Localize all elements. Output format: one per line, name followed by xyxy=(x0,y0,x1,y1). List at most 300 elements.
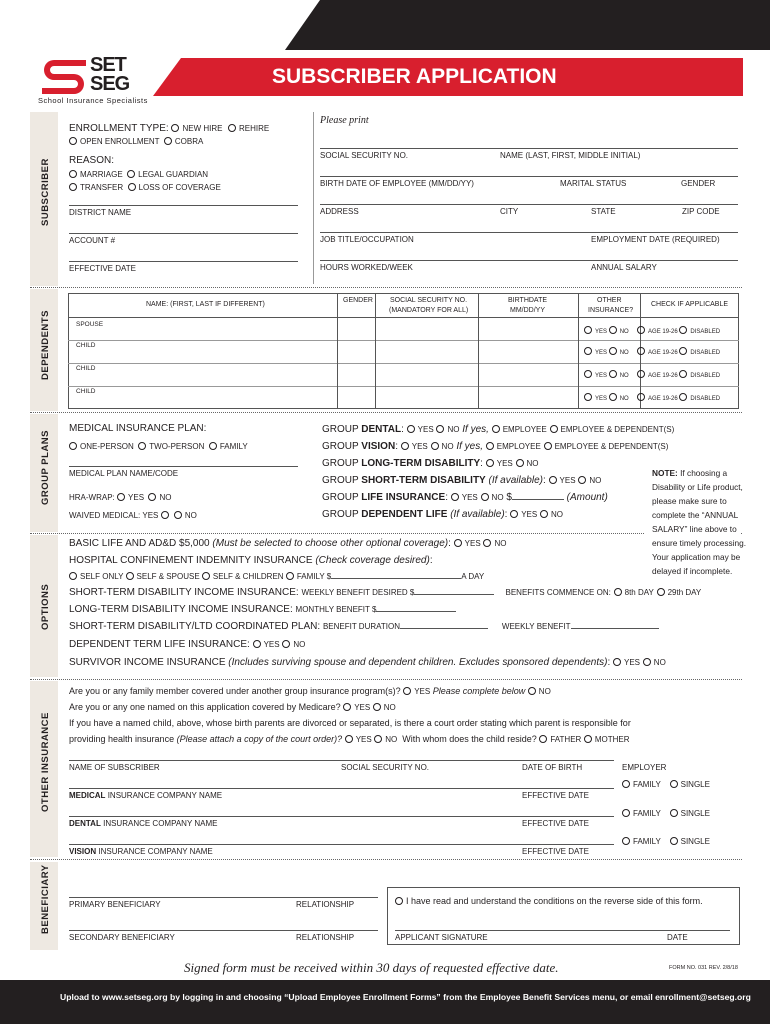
q1-please: Please complete below xyxy=(432,686,526,696)
vision-bold: VISION xyxy=(69,847,97,856)
vision-no-radio[interactable] xyxy=(431,442,439,450)
city-label: CITY xyxy=(500,207,519,216)
no-label: NO xyxy=(383,703,396,712)
beneficiary-label: BENEFICIARY xyxy=(40,864,51,934)
disabled-checkbox[interactable] xyxy=(679,393,687,401)
no-label: NO xyxy=(491,493,504,502)
address-label: ADDRESS xyxy=(320,207,359,216)
other-ins-no-radio[interactable] xyxy=(609,347,617,355)
family-label: FAMILY xyxy=(633,780,661,789)
col-ssn: SOCIAL SECURITY NO. xyxy=(390,297,468,304)
vision-company-label xyxy=(69,848,213,856)
yes-label: YES xyxy=(595,329,608,335)
survivor-no-radio[interactable] xyxy=(643,658,651,666)
q2-text: Are you or any one named on this application covered by Medicare? xyxy=(69,702,341,712)
benefits-commence-label: BENEFITS COMMENCE ON: xyxy=(505,588,611,597)
medical-plan-options xyxy=(69,442,248,451)
other-ins-yes-radio[interactable] xyxy=(584,326,592,334)
group-plans-label: GROUP PLANS xyxy=(40,429,51,505)
col-birthdate-format: MM/DD/YY xyxy=(510,307,545,314)
disabled-checkbox[interactable] xyxy=(679,326,687,334)
family-label: FAMILY xyxy=(633,837,661,846)
no-label: NO xyxy=(619,350,629,356)
hospital-note: (Check coverage desired) xyxy=(315,555,430,566)
weekly-benefit-coord-field[interactable] xyxy=(571,628,659,629)
agree-text: I have read and understand the conditions on the reverse side of this form. xyxy=(406,896,703,906)
waived-yes-radio[interactable] xyxy=(161,511,169,519)
yes-label: YES xyxy=(263,640,280,649)
hra-yes-radio[interactable] xyxy=(117,493,125,501)
rehire-radio[interactable] xyxy=(228,124,236,132)
dep-row-options xyxy=(584,393,720,402)
enrollment-type-label xyxy=(69,124,269,134)
other-ins-yes-radio[interactable] xyxy=(584,347,592,355)
enrollment-type-text: ENROLLMENT TYPE: xyxy=(69,123,169,134)
vertical-divider xyxy=(313,112,314,284)
no-label: NO xyxy=(526,459,539,468)
upload-instructions: Upload to www.setseg.org by logging in and choosing “Upload Employee Enrollment Forms” from the Employee Benefit Services menu, or email enrollment@setseg.org xyxy=(60,992,751,1002)
note-label: NOTE: xyxy=(652,468,678,478)
cobra-label: COBRA xyxy=(174,137,204,146)
name-subscriber-label: NAME OF SUBSCRIBER xyxy=(69,763,160,772)
col-other: OTHER xyxy=(597,297,622,304)
age-label: AGE 19-26 xyxy=(648,396,678,402)
if-available: (If available) xyxy=(450,509,505,520)
other-ins-no-radio[interactable] xyxy=(609,393,617,401)
no-label: NO xyxy=(293,640,306,649)
dental-word: DENTAL xyxy=(361,424,402,435)
dep-row-options xyxy=(584,347,720,356)
ltd-label: LONG-TERM DISABILITY INCOME INSURANCE: xyxy=(69,604,293,615)
benefit-duration-field[interactable] xyxy=(400,628,488,629)
group-ltd-row: GROUP LONG-TERM DISABILITY: YES NO xyxy=(322,458,539,469)
gender-label: GENDER xyxy=(681,179,716,188)
group-word: GROUP xyxy=(322,424,359,435)
marital-status-label: MARITAL STATUS xyxy=(560,179,627,188)
other-ins-yes-radio[interactable] xyxy=(584,393,592,401)
no-label: NO xyxy=(619,329,629,335)
benefit-duration-label: BENEFIT DURATION xyxy=(322,622,400,631)
group-word: GROUP xyxy=(322,475,359,486)
col-check: CHECK IF APPLICABLE xyxy=(651,301,729,308)
divider xyxy=(30,533,742,534)
q1-text: Are you or any family member covered under another group insurance program(s)? xyxy=(69,686,401,696)
q3b-text: providing health insurance xyxy=(69,734,175,744)
self-spouse-radio[interactable] xyxy=(126,572,134,580)
col-other-insurance: INSURANCE? xyxy=(588,307,634,314)
medical-bold: MEDICAL xyxy=(69,791,106,800)
twenty-ninth-day-label: 29th DAY xyxy=(667,588,702,597)
weekly-benefit-desired-label: WEEKLY BENEFIT DESIRED $ xyxy=(301,588,415,597)
dental-single-radio[interactable] xyxy=(670,837,678,845)
no-label: NO xyxy=(619,396,629,402)
no-label: NO xyxy=(441,442,454,451)
yes-label: YES xyxy=(464,539,481,548)
family-hospital-radio[interactable] xyxy=(286,572,294,580)
divider xyxy=(30,859,742,860)
disabled-label: DISABLED xyxy=(690,329,721,335)
plan-name-label: MEDICAL PLAN NAME/CODE xyxy=(69,469,179,478)
reason-label: REASON: xyxy=(69,155,115,166)
eighth-day-label: 8th DAY xyxy=(624,588,654,597)
family-label: FAMILY xyxy=(219,442,248,451)
dep-row-options xyxy=(584,326,720,335)
no-label: NO xyxy=(589,476,602,485)
q1-row xyxy=(69,687,551,696)
self-children-radio[interactable] xyxy=(202,572,210,580)
waived-label: WAIVED MEDICAL: xyxy=(69,511,141,520)
no-label: NO xyxy=(159,493,172,502)
signed-note: Signed form must be received within 30 days of requested effective date. xyxy=(184,960,559,975)
ltd-yes-radio[interactable] xyxy=(486,459,494,467)
waived-row xyxy=(69,511,197,520)
weekly-benefit-label: WEEKLY BENEFIT xyxy=(501,622,571,631)
primary-beneficiary-label: PRIMARY BENEFICIARY xyxy=(69,900,161,909)
employment-date-label: EMPLOYMENT DATE (REQUIRED) xyxy=(591,235,720,244)
mother-label: MOTHER xyxy=(594,735,630,744)
state-label: STATE xyxy=(591,207,616,216)
agreement-row xyxy=(395,897,703,906)
note-line: complete the “ANNUAL xyxy=(652,510,739,520)
no-label: NO xyxy=(619,373,629,379)
note-line: If choosing a xyxy=(680,468,728,478)
other-insurance-label: OTHER INSURANCE xyxy=(40,712,51,812)
q1-yes-radio[interactable] xyxy=(403,687,411,695)
other-ins-no-radio[interactable] xyxy=(609,370,617,378)
company-name-label: INSURANCE COMPANY NAME xyxy=(103,819,218,828)
medical-single-radio[interactable] xyxy=(670,809,678,817)
disabled-label: DISABLED xyxy=(690,350,721,356)
note-line: Your application may be xyxy=(652,552,741,562)
if-available: (If available) xyxy=(488,475,543,486)
employee-dep-label: EMPLOYEE & DEPENDENT(S) xyxy=(560,425,675,434)
col-birthdate: BIRTHDATE xyxy=(508,297,548,304)
yes-label: YES xyxy=(417,425,434,434)
yes-label: YES xyxy=(142,511,159,520)
q2-yes-radio[interactable] xyxy=(343,703,351,711)
please-print-text: Please print xyxy=(320,115,369,126)
vision-yes-radio[interactable] xyxy=(401,442,409,450)
age-checkbox[interactable] xyxy=(637,370,645,378)
form-number: FORM NO. 031 REV. 2/8/18 xyxy=(669,965,738,971)
hospital-row: HOSPITAL CONFINEMENT INDEMNITY INSURANCE (Check coverage desired): xyxy=(69,555,433,566)
yes-label: YES xyxy=(354,703,371,712)
agree-checkbox[interactable] xyxy=(395,897,403,905)
vision-employee-radio[interactable] xyxy=(486,442,494,450)
single-label: SINGLE xyxy=(680,780,710,789)
transfer-label: TRANSFER xyxy=(80,183,124,192)
basic-life-note: (Must be selected to choose other optional coverage) xyxy=(212,538,449,549)
primary-relationship-label: RELATIONSHIP xyxy=(296,900,355,909)
age-checkbox[interactable] xyxy=(637,393,645,401)
yes-label: YES xyxy=(559,476,576,485)
transfer-radio[interactable] xyxy=(69,183,77,191)
self-only-label: SELF ONLY xyxy=(80,572,124,581)
age-label: AGE 19-26 xyxy=(648,373,678,379)
dollar-sign: $ xyxy=(506,492,512,503)
col-name: NAME: (FIRST, LAST IF DIFFERENT) xyxy=(146,301,265,308)
marriage-radio[interactable] xyxy=(69,170,77,178)
employee-dep-label: EMPLOYEE & DEPENDENT(S) xyxy=(554,442,669,451)
yes-label: YES xyxy=(128,493,145,502)
dep-row-child-3: CHILD xyxy=(76,388,96,395)
self-spouse-label: SELF & SPOUSE xyxy=(136,572,200,581)
std-label: SHORT-TERM DISABILITY INCOME INSURANCE: xyxy=(69,587,299,598)
q1-no-radio[interactable] xyxy=(528,687,536,695)
logo-tagline: School Insurance Specialists xyxy=(38,96,148,105)
dental-eff-date: EFFECTIVE DATE xyxy=(522,819,589,828)
please-print xyxy=(320,116,369,126)
dental-yes-radio[interactable] xyxy=(407,425,415,433)
birth-date-label: BIRTH DATE OF EMPLOYEE (MM/DD/YY) xyxy=(320,179,474,188)
mother-radio[interactable] xyxy=(584,735,592,743)
other-ins-no-radio[interactable] xyxy=(609,326,617,334)
setseg-logo xyxy=(38,54,148,98)
employee-label: EMPLOYEE xyxy=(496,442,541,451)
life-word: LIFE INSURANCE xyxy=(361,492,446,503)
dep-term-yes-radio[interactable] xyxy=(253,640,261,648)
group-life-row: GROUP LIFE INSURANCE: YES NO $ (Amount) xyxy=(322,492,608,503)
hours-label: HOURS WORKED/WEEK xyxy=(320,263,413,272)
zip-label: ZIP CODE xyxy=(682,207,720,216)
dep-row-spouse: SPOUSE xyxy=(76,321,104,328)
family-label: FAMILY xyxy=(633,809,661,818)
eighth-day-radio[interactable] xyxy=(614,588,622,596)
ssn-label: SOCIAL SECURITY NO. xyxy=(320,151,409,160)
amount-label: (Amount) xyxy=(566,492,608,503)
age-checkbox[interactable] xyxy=(637,347,645,355)
q3-no-radio[interactable] xyxy=(374,735,382,743)
std-ltd-label: SHORT-TERM DISABILITY/LTD COORDINATED PLAN: xyxy=(69,621,321,632)
life-yes-radio[interactable] xyxy=(451,493,459,501)
disabled-checkbox[interactable] xyxy=(679,347,687,355)
reason-row-1 xyxy=(69,170,208,179)
vision-word: VISION xyxy=(361,441,396,452)
no-label: NO xyxy=(538,687,551,696)
employer-single-radio[interactable] xyxy=(670,780,678,788)
yes-label: YES xyxy=(595,373,608,379)
group-vision-row: GROUP VISION: YES NO If yes, EMPLOYEE EMPLOYEE & DEPENDENT(S) xyxy=(322,441,669,452)
other-ins-yes-radio[interactable] xyxy=(584,370,592,378)
medical-plan-label: MEDICAL INSURANCE PLAN: xyxy=(69,423,207,434)
q2-no-radio[interactable] xyxy=(373,703,381,711)
a-day-label: A DAY xyxy=(461,572,485,581)
hra-wrap-row xyxy=(69,493,171,502)
if-yes-text: If yes, xyxy=(456,441,484,452)
one-person-label: ONE-PERSON xyxy=(80,442,134,451)
employee-label: EMPLOYEE xyxy=(502,425,547,434)
dental-no-radio[interactable] xyxy=(436,425,444,433)
cobra-radio[interactable] xyxy=(164,137,172,145)
q2-row xyxy=(69,703,396,712)
open-enrollment-radio[interactable] xyxy=(69,137,77,145)
survivor-yes-radio[interactable] xyxy=(613,658,621,666)
dental-bold: DENTAL xyxy=(69,819,101,828)
dep-row-child-2: CHILD xyxy=(76,365,96,372)
basic-life-label: BASIC LIFE AND AD&D $5,000 xyxy=(69,538,210,549)
rehire-label: REHIRE xyxy=(239,124,270,133)
annual-salary-label: ANNUAL SALARY xyxy=(591,263,657,272)
legal-guardian-label: LEGAL GUARDIAN xyxy=(138,170,209,179)
yes-label: YES xyxy=(521,510,538,519)
logo-set: SET xyxy=(90,54,126,76)
hospital-label: HOSPITAL CONFINEMENT INDEMNITY INSURANCE xyxy=(69,555,313,566)
dental-employee-dep-radio[interactable] xyxy=(550,425,558,433)
employer-family-radio[interactable] xyxy=(622,780,630,788)
note-line: please make sure to xyxy=(652,496,727,506)
dep-term-life-row xyxy=(69,640,305,650)
options-label: OPTIONS xyxy=(40,583,51,630)
medical-company-label xyxy=(69,792,222,800)
dep-life-yes-radio[interactable] xyxy=(510,510,518,518)
ltd-no-radio[interactable] xyxy=(516,459,524,467)
dependents-label: DEPENDENTS xyxy=(40,310,51,380)
employer-options xyxy=(622,780,710,789)
group-std-row: GROUP SHORT-TERM DISABILITY (If available): YES NO xyxy=(322,475,602,486)
loss-of-coverage-label: LOSS OF COVERAGE xyxy=(138,183,221,192)
yes-label: YES xyxy=(461,493,478,502)
one-person-radio[interactable] xyxy=(69,442,77,450)
dep-term-life-label: DEPENDENT TERM LIFE INSURANCE: xyxy=(69,639,250,650)
weekly-benefit-field[interactable] xyxy=(414,594,494,595)
divider xyxy=(30,412,742,413)
two-person-radio[interactable] xyxy=(138,442,146,450)
father-radio[interactable] xyxy=(539,735,547,743)
oi-dob-label: DATE OF BIRTH xyxy=(522,763,583,772)
medical-eff-date: EFFECTIVE DATE xyxy=(522,791,589,800)
single-label: SINGLE xyxy=(680,837,710,846)
survivor-note: (Includes surviving spouse and dependent children. Excludes sponsored dependents) xyxy=(228,657,608,668)
effective-date-label: EFFECTIVE DATE xyxy=(69,264,136,273)
disabled-label: DISABLED xyxy=(690,373,721,379)
waived-no-radio[interactable] xyxy=(174,511,182,519)
note-text xyxy=(652,466,746,578)
life-no-radio[interactable] xyxy=(481,493,489,501)
dental-employee-radio[interactable] xyxy=(492,425,500,433)
col-ssn-mandatory: (MANDATORY FOR ALL) xyxy=(389,307,469,314)
yes-label: YES xyxy=(595,396,608,402)
basic-life-yes-radio[interactable] xyxy=(454,539,462,547)
loss-of-coverage-radio[interactable] xyxy=(128,183,136,191)
medical-family-radio[interactable] xyxy=(622,809,630,817)
age-checkbox[interactable] xyxy=(637,326,645,334)
std-row xyxy=(69,588,701,598)
monthly-benefit-label: MONTHLY BENEFIT $ xyxy=(295,605,377,614)
no-label: NO xyxy=(653,658,666,667)
if-yes-text: If yes, xyxy=(462,424,489,435)
hospital-amount-field[interactable] xyxy=(331,578,461,579)
legal-guardian-radio[interactable] xyxy=(127,170,135,178)
logo-seg: SEG xyxy=(90,73,130,95)
group-dep-life-row: GROUP DEPENDENT LIFE (If available): YES NO xyxy=(322,509,564,520)
survivor-row: SURVIVOR INCOME INSURANCE (Includes surviving spouse and dependent children. Excludes sponsored dependents): YES NO xyxy=(69,657,666,668)
q3-line-1: If you have a named child, above, whose birth parents are divorced or separated, is there a court order stating which parent is responsible for xyxy=(69,718,631,728)
yes-label: YES xyxy=(595,350,608,356)
divider xyxy=(30,679,742,680)
group-word: GROUP xyxy=(322,509,359,520)
footer-bar xyxy=(0,980,770,1024)
top-black-banner xyxy=(0,0,770,50)
q3-line-2 xyxy=(69,735,630,744)
company-name-label: INSURANCE COMPANY NAME xyxy=(98,847,213,856)
hra-wrap-label: HRA-WRAP: xyxy=(69,493,115,502)
subscriber-label: SUBSCRIBER xyxy=(40,158,51,226)
open-enrollment-label: OPEN ENROLLMENT xyxy=(80,137,160,146)
survivor-label: SURVIVOR INCOME INSURANCE xyxy=(69,657,226,668)
self-only-radio[interactable] xyxy=(69,572,77,580)
single-label: SINGLE xyxy=(680,809,710,818)
sig-date-label: DATE xyxy=(667,933,688,942)
no-label: NO xyxy=(494,539,507,548)
divider xyxy=(30,287,742,288)
std-word: SHORT-TERM DISABILITY xyxy=(361,475,486,486)
secondary-relationship-label: RELATIONSHIP xyxy=(296,933,355,942)
col-gender: GENDER xyxy=(343,297,373,304)
note-line: Disability or Life product, xyxy=(652,482,743,492)
q3c-text: With whom does the child reside? xyxy=(402,734,537,744)
dep-row-child-1: CHILD xyxy=(76,342,96,349)
dental-family-radio[interactable] xyxy=(622,837,630,845)
disabled-checkbox[interactable] xyxy=(679,370,687,378)
page-title: SUBSCRIBER APPLICATION xyxy=(272,65,557,88)
group-word: GROUP xyxy=(322,458,359,469)
age-label: AGE 19-26 xyxy=(648,329,678,335)
q3b-note: (Please attach a copy of the court order)? xyxy=(176,734,343,744)
marriage-label: MARRIAGE xyxy=(80,170,123,179)
basic-life-row: BASIC LIFE AND AD&D $5,000 (Must be selected to choose other optional coverage): YES NO xyxy=(69,538,507,549)
basic-life-no-radio[interactable] xyxy=(483,539,491,547)
monthly-benefit-field[interactable] xyxy=(376,611,456,612)
self-children-label: SELF & CHILDREN xyxy=(212,572,284,581)
new-hire-radio[interactable] xyxy=(171,124,179,132)
std-yes-radio[interactable] xyxy=(549,476,557,484)
reason-row-2 xyxy=(69,183,221,192)
district-name-label: DISTRICT NAME xyxy=(69,208,132,217)
twenty-ninth-day-radio[interactable] xyxy=(657,588,665,596)
dep-row-options xyxy=(584,370,720,379)
oi-employer-label: EMPLOYER xyxy=(622,763,667,772)
hra-no-radio[interactable] xyxy=(148,493,156,501)
medical-options xyxy=(622,809,710,818)
no-label: NO xyxy=(385,735,398,744)
yes-label: YES xyxy=(624,658,641,667)
new-hire-label: NEW HIRE xyxy=(182,124,223,133)
secondary-beneficiary-label: SECONDARY BENEFICIARY xyxy=(69,933,175,942)
family-radio[interactable] xyxy=(209,442,217,450)
oi-ssn-label: SOCIAL SECURITY NO. xyxy=(341,763,430,772)
dep-life-no-radio[interactable] xyxy=(540,510,548,518)
age-label: AGE 19-26 xyxy=(648,350,678,356)
job-title-label: JOB TITLE/OCCUPATION xyxy=(320,235,414,244)
family-label: FAMILY $ xyxy=(296,572,332,581)
no-label: NO xyxy=(447,425,460,434)
two-person-label: TWO-PERSON xyxy=(149,442,205,451)
account-label: ACCOUNT # xyxy=(69,236,116,245)
std-no-radio[interactable] xyxy=(578,476,586,484)
vision-employee-dep-radio[interactable] xyxy=(544,442,552,450)
setseg-logo-mark xyxy=(38,56,90,96)
ltd-row xyxy=(69,605,456,615)
ltd-word: LONG-TERM DISABILITY xyxy=(361,458,481,469)
q3-yes-radio[interactable] xyxy=(345,735,353,743)
note-line: delayed if incomplete. xyxy=(652,566,733,576)
life-amount-field[interactable] xyxy=(512,499,564,500)
note-line: SALARY” line above to xyxy=(652,524,737,534)
no-label: NO xyxy=(551,510,564,519)
company-name-label: INSURANCE COMPANY NAME xyxy=(107,791,223,800)
no-label: NO xyxy=(184,511,197,520)
dep-term-no-radio[interactable] xyxy=(282,640,290,648)
